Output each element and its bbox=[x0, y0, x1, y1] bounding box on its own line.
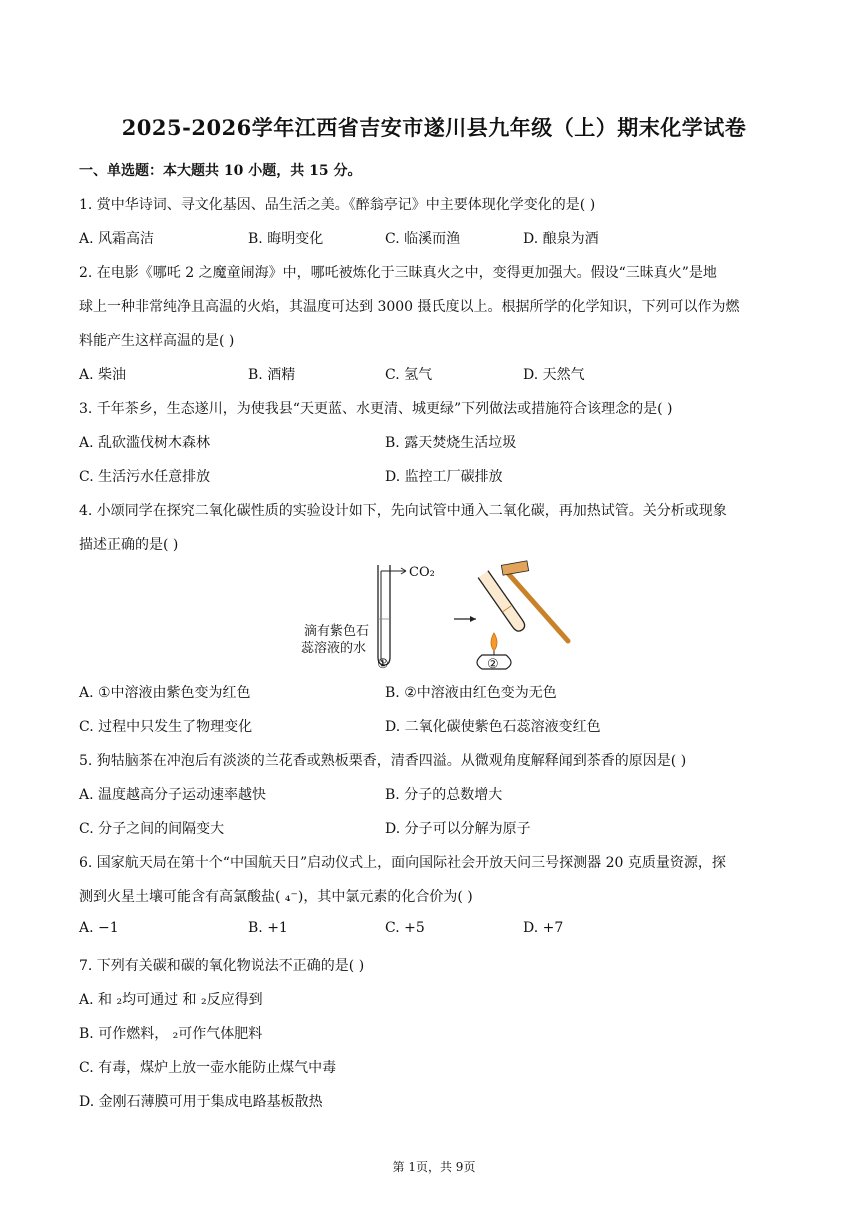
co2-experiment-figure bbox=[296, 557, 586, 675]
experiment-diagram bbox=[296, 557, 586, 675]
question-6-option-a: A. −1 bbox=[79, 920, 119, 936]
question-7-option-c: C. 有毒，煤炉上放一壶水能防止煤气中毒 bbox=[79, 1060, 337, 1076]
liquid-label-line-1: 滴有紫色石 bbox=[304, 624, 370, 639]
question-3-option-b: B. 露天焚烧生活垃圾 bbox=[385, 435, 517, 451]
question-4-stem-line-1: 4. 小颂同学在探究二氧化碳性质的实验设计如下，先向试管中通入二氧化碳，再加热试管。关分析或现象 bbox=[79, 503, 727, 519]
question-5-stem: 5. 狗牯脑茶在冲泡后有淡淡的兰花香或熟板栗香，清香四溢。从微观角度解释闻到茶香的原因是( ) bbox=[79, 753, 687, 769]
question-7-stem: 7. 下列有关碳和碳的氧化物说法不正确的是( ) bbox=[79, 958, 365, 974]
question-2-stem-line-2: 球上一种非常纯净且高温的火焰，其温度可达到 3000 摄氏度以上。根据所学的化学知识，下列可以作为燃 bbox=[79, 299, 740, 315]
holder-clamp bbox=[501, 561, 528, 575]
question-1-option-b: B. 晦明变化 bbox=[248, 231, 324, 247]
co2-label: CO₂ bbox=[409, 565, 435, 580]
question-5-option-b: B. 分子的总数增大 bbox=[385, 787, 503, 803]
question-2-stem-line-1: 2. 在电影《哪吒 2 之魔童闹海》中，哪吒被炼化于三昧真火之中，变得更加强大。假设“三昧真火”是地 bbox=[79, 265, 717, 281]
question-3-option-c: C. 生活污水任意排放 bbox=[79, 469, 211, 485]
question-1-option-c: C. 临溪而渔 bbox=[385, 231, 461, 247]
test-tube-2 bbox=[478, 571, 527, 634]
flame-icon bbox=[491, 633, 497, 651]
question-4-option-d: D. 二氧化碳使紫色石蕊溶液变红色 bbox=[385, 719, 601, 735]
question-6-option-b: B. +1 bbox=[248, 920, 288, 936]
question-4-option-b: B. ②中溶液由红色变为无色 bbox=[385, 685, 557, 701]
question-6-option-d: D. +7 bbox=[523, 920, 564, 936]
question-1-stem: 1. 赏中华诗词、寻文化基因、品生活之美。《醉翁亭记》中主要体现化学变化的是( ) bbox=[79, 197, 596, 213]
question-5-option-c: C. 分子之间的间隔变大 bbox=[79, 821, 225, 837]
question-2-option-c: C. 氢气 bbox=[385, 367, 433, 383]
page-footer: 第 1页，共 9页 bbox=[392, 1160, 476, 1174]
question-4-option-c: C. 过程中只发生了物理变化 bbox=[79, 719, 253, 735]
question-3-option-a: A. 乱砍滥伐树木森林 bbox=[79, 435, 211, 451]
question-7-option-b: B. 可作燃料， ₂可作气体肥料 bbox=[79, 1026, 263, 1042]
question-4-option-a: A. ①中溶液由紫色变为红色 bbox=[79, 685, 251, 701]
question-7-option-d: D. 金刚石薄膜可用于集成电路基板散热 bbox=[79, 1094, 323, 1110]
question-4-stem-line-2: 描述正确的是( ) bbox=[79, 537, 179, 553]
question-3-option-d: D. 监控工厂碳排放 bbox=[385, 469, 503, 485]
question-3-stem: 3. 千年茶乡，生态遂川，为使我县“天更蓝、水更清、城更绿”下列做法或措施符合该理念的是( ) bbox=[79, 401, 673, 417]
question-2-stem-line-3: 料能产生这样高温的是( ) bbox=[79, 333, 235, 349]
question-6-option-c: C. +5 bbox=[385, 920, 425, 936]
figure-number-1: ① bbox=[377, 657, 389, 672]
figure-number-2: ② bbox=[487, 657, 499, 672]
question-2-option-a: A. 柴油 bbox=[79, 367, 127, 383]
question-6-stem-line-1: 6. 国家航天局在第十个“中国航天日”启动仪式上，面向国际社会开放天问三号探测器 20 克质量资源，探 bbox=[79, 855, 726, 871]
liquid-label-line-2: 蕊溶液的水 bbox=[301, 641, 367, 656]
question-1-option-a: A. 风霜高洁 bbox=[79, 231, 155, 247]
question-5-option-a: A. 温度越高分子运动速率越快 bbox=[79, 787, 267, 803]
test-tube-1 bbox=[378, 565, 390, 665]
question-2-option-d: D. 天然气 bbox=[523, 367, 585, 383]
question-1-option-d: D. 酿泉为酒 bbox=[523, 231, 599, 247]
page-title: 2025-2026学年江西省吉安市遂川县九年级（上）期末化学试卷 bbox=[121, 115, 747, 140]
question-2-option-b: B. 酒精 bbox=[248, 367, 296, 383]
process-arrow-head-icon bbox=[470, 616, 476, 622]
question-6-stem-line-2: 测到火星土壤可能含有高氯酸盐( ₄⁻)，其中氯元素的化合价为( ) bbox=[79, 889, 473, 905]
section-heading: 一、单选题：本大题共 10 小题，共 15 分。 bbox=[79, 163, 362, 179]
question-5-option-d: D. 分子可以分解为原子 bbox=[385, 821, 531, 837]
question-7-option-a: A. 和 ₂均可通过 和 ₂反应得到 bbox=[79, 992, 263, 1008]
